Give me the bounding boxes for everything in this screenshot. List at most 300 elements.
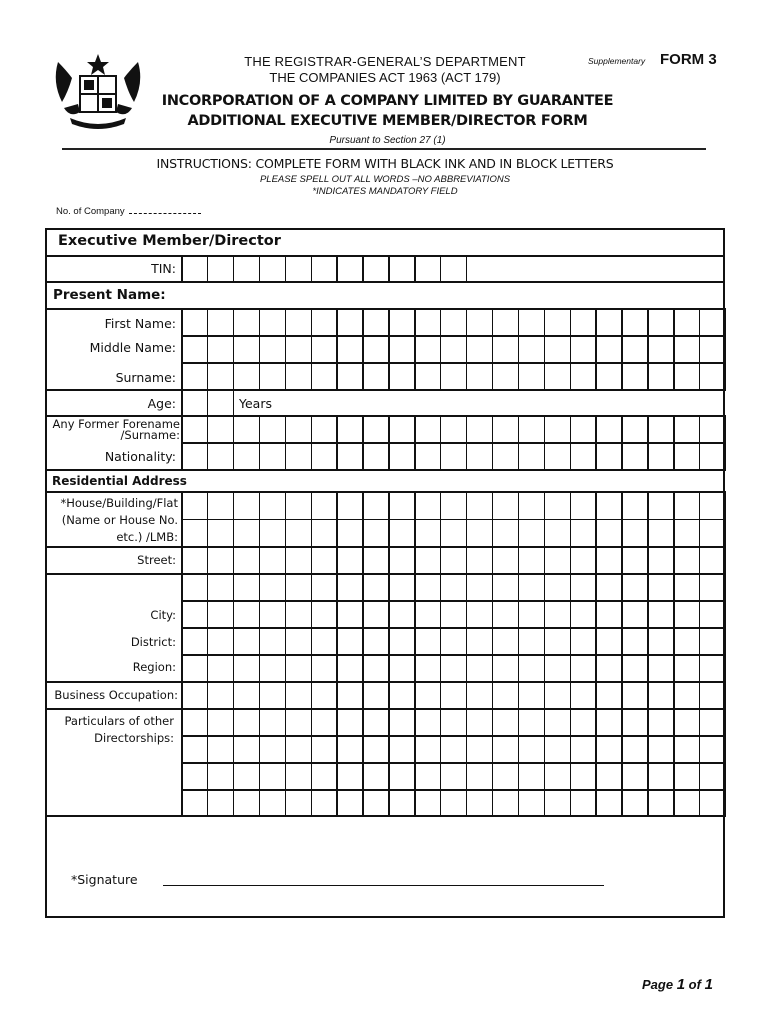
street-char-box[interactable] bbox=[336, 573, 363, 602]
region-char-box[interactable] bbox=[336, 654, 363, 683]
street-char-box[interactable] bbox=[466, 546, 493, 575]
city-char-box[interactable] bbox=[673, 600, 700, 629]
business-occupation-char-box[interactable] bbox=[492, 681, 519, 710]
directorships-char-box[interactable] bbox=[414, 789, 441, 817]
directorships-char-box[interactable] bbox=[285, 789, 312, 817]
directorships-char-box[interactable] bbox=[336, 735, 363, 764]
middle-name-char-box[interactable] bbox=[673, 335, 700, 364]
surname-char-box[interactable] bbox=[207, 362, 234, 391]
directorships-char-box[interactable] bbox=[414, 762, 441, 791]
region-char-box[interactable] bbox=[647, 654, 674, 683]
city-char-box[interactable] bbox=[647, 600, 674, 629]
directorships-char-box[interactable] bbox=[440, 762, 467, 791]
region-char-box[interactable] bbox=[518, 654, 545, 683]
first-name-char-box[interactable] bbox=[311, 308, 338, 337]
first-name-char-box[interactable] bbox=[466, 308, 493, 337]
directorships-char-box[interactable] bbox=[466, 762, 493, 791]
directorships-char-box[interactable] bbox=[233, 708, 260, 737]
district-char-box[interactable] bbox=[207, 627, 234, 656]
business-occupation-char-box[interactable] bbox=[181, 681, 208, 710]
first-name-char-box[interactable] bbox=[699, 308, 726, 337]
directorships-char-box[interactable] bbox=[207, 708, 234, 737]
district-char-box[interactable] bbox=[544, 627, 571, 656]
street-char-box[interactable] bbox=[388, 546, 415, 575]
directorships-char-box[interactable] bbox=[336, 762, 363, 791]
house-char-box[interactable] bbox=[647, 519, 674, 548]
business-occupation-char-box[interactable] bbox=[362, 681, 389, 710]
street-char-box[interactable] bbox=[595, 573, 622, 602]
nationality-char-box[interactable] bbox=[233, 442, 260, 471]
region-char-box[interactable] bbox=[595, 654, 622, 683]
district-char-box[interactable] bbox=[699, 627, 726, 656]
directorships-char-box[interactable] bbox=[207, 762, 234, 791]
first-name-char-box[interactable] bbox=[233, 308, 260, 337]
house-char-box[interactable] bbox=[518, 491, 545, 520]
street-char-box[interactable] bbox=[440, 573, 467, 602]
age-char-box[interactable] bbox=[207, 389, 234, 417]
tin-char-box[interactable] bbox=[285, 255, 312, 283]
house-char-box[interactable] bbox=[492, 491, 519, 520]
city-char-box[interactable] bbox=[181, 600, 208, 629]
tin-char-box[interactable] bbox=[336, 255, 363, 283]
former-name-char-box[interactable] bbox=[647, 415, 674, 444]
street-char-box[interactable] bbox=[699, 546, 726, 575]
former-name-char-box[interactable] bbox=[570, 415, 597, 444]
directorships-char-box[interactable] bbox=[311, 762, 338, 791]
surname-char-box[interactable] bbox=[336, 362, 363, 391]
city-char-box[interactable] bbox=[595, 600, 622, 629]
house-char-box[interactable] bbox=[621, 519, 648, 548]
city-char-box[interactable] bbox=[233, 600, 260, 629]
region-char-box[interactable] bbox=[492, 654, 519, 683]
former-name-char-box[interactable] bbox=[233, 415, 260, 444]
house-char-box[interactable] bbox=[440, 491, 467, 520]
surname-char-box[interactable] bbox=[699, 362, 726, 391]
street-char-box[interactable] bbox=[362, 546, 389, 575]
nationality-char-box[interactable] bbox=[570, 442, 597, 471]
surname-char-box[interactable] bbox=[492, 362, 519, 391]
business-occupation-char-box[interactable] bbox=[207, 681, 234, 710]
region-char-box[interactable] bbox=[466, 654, 493, 683]
directorships-char-box[interactable] bbox=[233, 762, 260, 791]
surname-char-box[interactable] bbox=[233, 362, 260, 391]
middle-name-char-box[interactable] bbox=[259, 335, 286, 364]
former-name-char-box[interactable] bbox=[336, 415, 363, 444]
directorships-char-box[interactable] bbox=[311, 789, 338, 817]
directorships-char-box[interactable] bbox=[621, 735, 648, 764]
middle-name-char-box[interactable] bbox=[207, 335, 234, 364]
directorships-char-box[interactable] bbox=[388, 708, 415, 737]
district-char-box[interactable] bbox=[647, 627, 674, 656]
directorships-char-box[interactable] bbox=[362, 735, 389, 764]
nationality-char-box[interactable] bbox=[595, 442, 622, 471]
signature-line[interactable] bbox=[163, 885, 604, 886]
surname-char-box[interactable] bbox=[259, 362, 286, 391]
business-occupation-char-box[interactable] bbox=[285, 681, 312, 710]
city-char-box[interactable] bbox=[362, 600, 389, 629]
house-char-box[interactable] bbox=[414, 519, 441, 548]
tin-char-box[interactable] bbox=[362, 255, 389, 283]
directorships-char-box[interactable] bbox=[673, 735, 700, 764]
nationality-char-box[interactable] bbox=[311, 442, 338, 471]
directorships-char-box[interactable] bbox=[570, 708, 597, 737]
street-char-box[interactable] bbox=[621, 573, 648, 602]
street-char-box[interactable] bbox=[233, 573, 260, 602]
city-char-box[interactable] bbox=[518, 600, 545, 629]
directorships-char-box[interactable] bbox=[595, 789, 622, 817]
directorships-char-box[interactable] bbox=[440, 708, 467, 737]
directorships-char-box[interactable] bbox=[259, 762, 286, 791]
business-occupation-char-box[interactable] bbox=[414, 681, 441, 710]
directorships-char-box[interactable] bbox=[595, 762, 622, 791]
district-char-box[interactable] bbox=[595, 627, 622, 656]
first-name-char-box[interactable] bbox=[647, 308, 674, 337]
district-char-box[interactable] bbox=[492, 627, 519, 656]
nationality-char-box[interactable] bbox=[673, 442, 700, 471]
business-occupation-char-box[interactable] bbox=[259, 681, 286, 710]
first-name-char-box[interactable] bbox=[570, 308, 597, 337]
directorships-char-box[interactable] bbox=[466, 789, 493, 817]
region-char-box[interactable] bbox=[440, 654, 467, 683]
directorships-char-box[interactable] bbox=[181, 735, 208, 764]
first-name-char-box[interactable] bbox=[336, 308, 363, 337]
business-occupation-char-box[interactable] bbox=[673, 681, 700, 710]
street-char-box[interactable] bbox=[285, 573, 312, 602]
directorships-char-box[interactable] bbox=[544, 735, 571, 764]
directorships-char-box[interactable] bbox=[492, 789, 519, 817]
house-char-box[interactable] bbox=[518, 519, 545, 548]
city-char-box[interactable] bbox=[414, 600, 441, 629]
nationality-char-box[interactable] bbox=[699, 442, 726, 471]
nationality-char-box[interactable] bbox=[259, 442, 286, 471]
former-name-char-box[interactable] bbox=[181, 415, 208, 444]
directorships-char-box[interactable] bbox=[362, 762, 389, 791]
street-char-box[interactable] bbox=[336, 546, 363, 575]
district-char-box[interactable] bbox=[336, 627, 363, 656]
directorships-char-box[interactable] bbox=[181, 789, 208, 817]
house-char-box[interactable] bbox=[466, 519, 493, 548]
house-char-box[interactable] bbox=[492, 519, 519, 548]
business-occupation-char-box[interactable] bbox=[544, 681, 571, 710]
surname-char-box[interactable] bbox=[466, 362, 493, 391]
former-name-char-box[interactable] bbox=[388, 415, 415, 444]
directorships-char-box[interactable] bbox=[285, 708, 312, 737]
directorships-char-box[interactable] bbox=[647, 708, 674, 737]
middle-name-char-box[interactable] bbox=[466, 335, 493, 364]
middle-name-char-box[interactable] bbox=[544, 335, 571, 364]
house-char-box[interactable] bbox=[699, 491, 726, 520]
directorships-char-box[interactable] bbox=[466, 735, 493, 764]
street-char-box[interactable] bbox=[207, 546, 234, 575]
city-char-box[interactable] bbox=[259, 600, 286, 629]
street-char-box[interactable] bbox=[233, 546, 260, 575]
region-char-box[interactable] bbox=[285, 654, 312, 683]
former-name-char-box[interactable] bbox=[518, 415, 545, 444]
middle-name-char-box[interactable] bbox=[414, 335, 441, 364]
former-name-char-box[interactable] bbox=[544, 415, 571, 444]
region-char-box[interactable] bbox=[259, 654, 286, 683]
street-char-box[interactable] bbox=[544, 573, 571, 602]
surname-char-box[interactable] bbox=[440, 362, 467, 391]
district-char-box[interactable] bbox=[518, 627, 545, 656]
nationality-char-box[interactable] bbox=[621, 442, 648, 471]
directorships-char-box[interactable] bbox=[440, 735, 467, 764]
street-char-box[interactable] bbox=[544, 546, 571, 575]
district-char-box[interactable] bbox=[285, 627, 312, 656]
business-occupation-char-box[interactable] bbox=[466, 681, 493, 710]
house-char-box[interactable] bbox=[207, 519, 234, 548]
district-char-box[interactable] bbox=[259, 627, 286, 656]
surname-char-box[interactable] bbox=[388, 362, 415, 391]
middle-name-char-box[interactable] bbox=[570, 335, 597, 364]
middle-name-char-box[interactable] bbox=[362, 335, 389, 364]
region-char-box[interactable] bbox=[699, 654, 726, 683]
region-char-box[interactable] bbox=[621, 654, 648, 683]
former-name-char-box[interactable] bbox=[414, 415, 441, 444]
directorships-char-box[interactable] bbox=[466, 708, 493, 737]
directorships-char-box[interactable] bbox=[518, 708, 545, 737]
first-name-char-box[interactable] bbox=[621, 308, 648, 337]
directorships-char-box[interactable] bbox=[181, 762, 208, 791]
directorships-char-box[interactable] bbox=[233, 735, 260, 764]
street-char-box[interactable] bbox=[492, 573, 519, 602]
directorships-char-box[interactable] bbox=[570, 735, 597, 764]
directorships-char-box[interactable] bbox=[570, 789, 597, 817]
district-char-box[interactable] bbox=[181, 627, 208, 656]
business-occupation-char-box[interactable] bbox=[570, 681, 597, 710]
street-char-box[interactable] bbox=[518, 573, 545, 602]
house-char-box[interactable] bbox=[647, 491, 674, 520]
street-char-box[interactable] bbox=[570, 573, 597, 602]
surname-char-box[interactable] bbox=[595, 362, 622, 391]
directorships-char-box[interactable] bbox=[259, 708, 286, 737]
district-char-box[interactable] bbox=[362, 627, 389, 656]
directorships-char-box[interactable] bbox=[595, 708, 622, 737]
house-char-box[interactable] bbox=[311, 491, 338, 520]
first-name-char-box[interactable] bbox=[518, 308, 545, 337]
directorships-char-box[interactable] bbox=[570, 762, 597, 791]
house-char-box[interactable] bbox=[673, 491, 700, 520]
surname-char-box[interactable] bbox=[621, 362, 648, 391]
street-char-box[interactable] bbox=[673, 573, 700, 602]
street-char-box[interactable] bbox=[311, 573, 338, 602]
tin-extra-field[interactable] bbox=[466, 255, 725, 283]
street-char-box[interactable] bbox=[595, 546, 622, 575]
surname-char-box[interactable] bbox=[518, 362, 545, 391]
surname-char-box[interactable] bbox=[544, 362, 571, 391]
directorships-char-box[interactable] bbox=[362, 789, 389, 817]
street-char-box[interactable] bbox=[673, 546, 700, 575]
former-name-char-box[interactable] bbox=[362, 415, 389, 444]
business-occupation-char-box[interactable] bbox=[233, 681, 260, 710]
directorships-char-box[interactable] bbox=[518, 789, 545, 817]
directorships-char-box[interactable] bbox=[233, 789, 260, 817]
nationality-char-box[interactable] bbox=[492, 442, 519, 471]
house-char-box[interactable] bbox=[207, 491, 234, 520]
city-char-box[interactable] bbox=[311, 600, 338, 629]
business-occupation-char-box[interactable] bbox=[311, 681, 338, 710]
directorships-char-box[interactable] bbox=[388, 789, 415, 817]
city-char-box[interactable] bbox=[285, 600, 312, 629]
first-name-char-box[interactable] bbox=[285, 308, 312, 337]
city-char-box[interactable] bbox=[336, 600, 363, 629]
street-char-box[interactable] bbox=[570, 546, 597, 575]
middle-name-char-box[interactable] bbox=[181, 335, 208, 364]
directorships-char-box[interactable] bbox=[259, 789, 286, 817]
street-char-box[interactable] bbox=[414, 573, 441, 602]
house-char-box[interactable] bbox=[259, 519, 286, 548]
surname-char-box[interactable] bbox=[181, 362, 208, 391]
first-name-char-box[interactable] bbox=[492, 308, 519, 337]
nationality-char-box[interactable] bbox=[362, 442, 389, 471]
house-char-box[interactable] bbox=[466, 491, 493, 520]
city-char-box[interactable] bbox=[699, 600, 726, 629]
house-char-box[interactable] bbox=[570, 519, 597, 548]
directorships-char-box[interactable] bbox=[259, 735, 286, 764]
former-name-char-box[interactable] bbox=[621, 415, 648, 444]
house-char-box[interactable] bbox=[362, 519, 389, 548]
directorships-char-box[interactable] bbox=[336, 708, 363, 737]
middle-name-char-box[interactable] bbox=[336, 335, 363, 364]
first-name-char-box[interactable] bbox=[440, 308, 467, 337]
nationality-char-box[interactable] bbox=[285, 442, 312, 471]
house-char-box[interactable] bbox=[414, 491, 441, 520]
house-char-box[interactable] bbox=[181, 491, 208, 520]
region-char-box[interactable] bbox=[311, 654, 338, 683]
directorships-char-box[interactable] bbox=[285, 735, 312, 764]
middle-name-char-box[interactable] bbox=[699, 335, 726, 364]
city-char-box[interactable] bbox=[207, 600, 234, 629]
directorships-char-box[interactable] bbox=[621, 708, 648, 737]
directorships-char-box[interactable] bbox=[440, 789, 467, 817]
directorships-char-box[interactable] bbox=[492, 708, 519, 737]
nationality-char-box[interactable] bbox=[336, 442, 363, 471]
tin-char-box[interactable] bbox=[388, 255, 415, 283]
nationality-char-box[interactable] bbox=[440, 442, 467, 471]
house-char-box[interactable] bbox=[233, 491, 260, 520]
directorships-char-box[interactable] bbox=[285, 762, 312, 791]
first-name-char-box[interactable] bbox=[673, 308, 700, 337]
street-char-box[interactable] bbox=[466, 573, 493, 602]
former-name-char-box[interactable] bbox=[699, 415, 726, 444]
house-char-box[interactable] bbox=[544, 519, 571, 548]
city-char-box[interactable] bbox=[492, 600, 519, 629]
middle-name-char-box[interactable] bbox=[388, 335, 415, 364]
house-char-box[interactable] bbox=[336, 519, 363, 548]
directorships-char-box[interactable] bbox=[699, 708, 726, 737]
former-name-char-box[interactable] bbox=[259, 415, 286, 444]
directorships-char-box[interactable] bbox=[673, 762, 700, 791]
directorships-char-box[interactable] bbox=[544, 708, 571, 737]
nationality-char-box[interactable] bbox=[647, 442, 674, 471]
house-char-box[interactable] bbox=[181, 519, 208, 548]
city-char-box[interactable] bbox=[388, 600, 415, 629]
street-char-box[interactable] bbox=[207, 573, 234, 602]
house-char-box[interactable] bbox=[440, 519, 467, 548]
former-name-char-box[interactable] bbox=[207, 415, 234, 444]
region-char-box[interactable] bbox=[388, 654, 415, 683]
first-name-char-box[interactable] bbox=[207, 308, 234, 337]
surname-char-box[interactable] bbox=[285, 362, 312, 391]
directorships-char-box[interactable] bbox=[673, 789, 700, 817]
surname-char-box[interactable] bbox=[414, 362, 441, 391]
street-char-box[interactable] bbox=[699, 573, 726, 602]
former-name-char-box[interactable] bbox=[492, 415, 519, 444]
house-char-box[interactable] bbox=[259, 491, 286, 520]
nationality-char-box[interactable] bbox=[388, 442, 415, 471]
directorships-char-box[interactable] bbox=[336, 789, 363, 817]
tin-char-box[interactable] bbox=[414, 255, 441, 283]
middle-name-char-box[interactable] bbox=[492, 335, 519, 364]
district-char-box[interactable] bbox=[233, 627, 260, 656]
tin-char-box[interactable] bbox=[440, 255, 467, 283]
nationality-char-box[interactable] bbox=[466, 442, 493, 471]
first-name-char-box[interactable] bbox=[414, 308, 441, 337]
region-char-box[interactable] bbox=[544, 654, 571, 683]
directorships-char-box[interactable] bbox=[362, 708, 389, 737]
house-char-box[interactable] bbox=[388, 519, 415, 548]
middle-name-char-box[interactable] bbox=[595, 335, 622, 364]
district-char-box[interactable] bbox=[466, 627, 493, 656]
surname-char-box[interactable] bbox=[673, 362, 700, 391]
surname-char-box[interactable] bbox=[647, 362, 674, 391]
business-occupation-char-box[interactable] bbox=[518, 681, 545, 710]
region-char-box[interactable] bbox=[233, 654, 260, 683]
street-char-box[interactable] bbox=[647, 546, 674, 575]
house-char-box[interactable] bbox=[336, 491, 363, 520]
middle-name-char-box[interactable] bbox=[233, 335, 260, 364]
first-name-char-box[interactable] bbox=[181, 308, 208, 337]
street-char-box[interactable] bbox=[647, 573, 674, 602]
former-name-char-box[interactable] bbox=[285, 415, 312, 444]
tin-char-box[interactable] bbox=[311, 255, 338, 283]
surname-char-box[interactable] bbox=[570, 362, 597, 391]
directorships-char-box[interactable] bbox=[207, 789, 234, 817]
directorships-char-box[interactable] bbox=[414, 708, 441, 737]
street-char-box[interactable] bbox=[388, 573, 415, 602]
middle-name-char-box[interactable] bbox=[647, 335, 674, 364]
former-name-char-box[interactable] bbox=[440, 415, 467, 444]
directorships-char-box[interactable] bbox=[388, 762, 415, 791]
former-name-char-box[interactable] bbox=[673, 415, 700, 444]
surname-char-box[interactable] bbox=[311, 362, 338, 391]
district-char-box[interactable] bbox=[414, 627, 441, 656]
directorships-char-box[interactable] bbox=[673, 708, 700, 737]
first-name-char-box[interactable] bbox=[544, 308, 571, 337]
surname-char-box[interactable] bbox=[362, 362, 389, 391]
nationality-char-box[interactable] bbox=[518, 442, 545, 471]
middle-name-char-box[interactable] bbox=[621, 335, 648, 364]
district-char-box[interactable] bbox=[673, 627, 700, 656]
first-name-char-box[interactable] bbox=[595, 308, 622, 337]
house-char-box[interactable] bbox=[673, 519, 700, 548]
no-of-company-field[interactable] bbox=[129, 213, 201, 214]
directorships-char-box[interactable] bbox=[388, 735, 415, 764]
first-name-char-box[interactable] bbox=[259, 308, 286, 337]
business-occupation-char-box[interactable] bbox=[336, 681, 363, 710]
directorships-char-box[interactable] bbox=[647, 735, 674, 764]
directorships-char-box[interactable] bbox=[647, 789, 674, 817]
tin-char-box[interactable] bbox=[233, 255, 260, 283]
directorships-char-box[interactable] bbox=[621, 789, 648, 817]
middle-name-char-box[interactable] bbox=[440, 335, 467, 364]
tin-char-box[interactable] bbox=[259, 255, 286, 283]
directorships-char-box[interactable] bbox=[518, 762, 545, 791]
house-char-box[interactable] bbox=[595, 491, 622, 520]
house-char-box[interactable] bbox=[311, 519, 338, 548]
business-occupation-char-box[interactable] bbox=[595, 681, 622, 710]
street-char-box[interactable] bbox=[259, 546, 286, 575]
